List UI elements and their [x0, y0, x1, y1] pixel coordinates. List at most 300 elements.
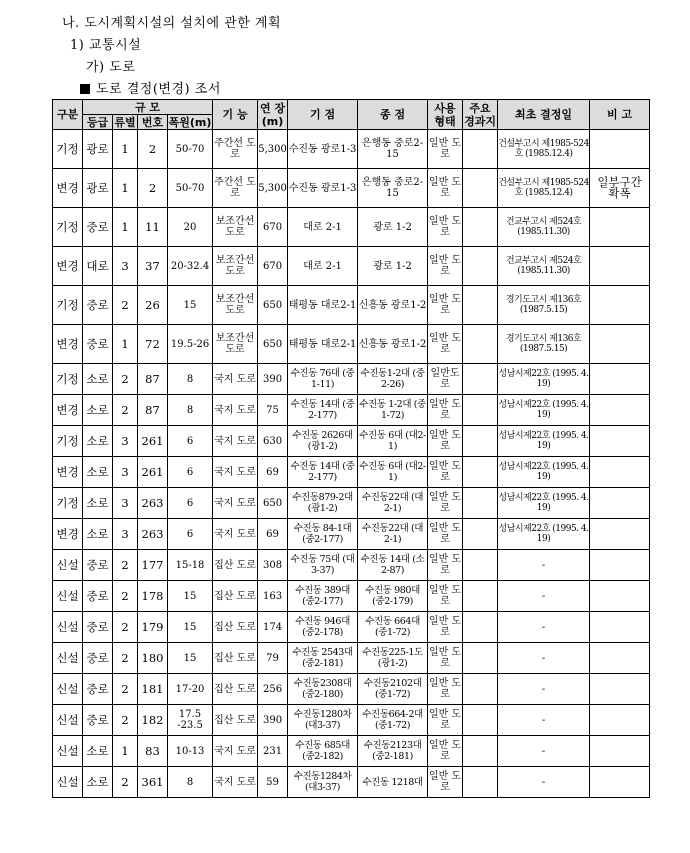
cell-decision: 성남시제22호 (1995. 4. 19)	[498, 457, 590, 488]
cell-via	[463, 736, 498, 767]
cell-end: 수진동 1-2대 (중1-72)	[358, 395, 428, 426]
cell-note	[590, 643, 650, 674]
cell-note	[590, 247, 650, 286]
header-grade: 등급	[83, 115, 113, 130]
cell-note	[590, 736, 650, 767]
cell-usage: 일반 도로	[428, 767, 463, 798]
cell-length: 69	[258, 519, 288, 550]
cell-decision: -	[498, 643, 590, 674]
cell-category: 2	[113, 767, 138, 798]
cell-category: 3	[113, 488, 138, 519]
cell-category: 1	[113, 169, 138, 208]
cell-function: 국지 도로	[213, 519, 258, 550]
cell-length: 5,300	[258, 169, 288, 208]
cell-type: 신설	[53, 736, 83, 767]
cell-decision: -	[498, 550, 590, 581]
cell-end: 수진동 14대 (소2-87)	[358, 550, 428, 581]
cell-note	[590, 457, 650, 488]
header-number: 번호	[138, 115, 168, 130]
cell-length: 390	[258, 364, 288, 395]
cell-width: 15	[168, 286, 213, 325]
cell-category: 1	[113, 130, 138, 169]
cell-usage: 일반 도로	[428, 705, 463, 736]
cell-usage: 일반도 로	[428, 364, 463, 395]
cell-number: 37	[138, 247, 168, 286]
cell-note	[590, 325, 650, 364]
cell-length: 174	[258, 612, 288, 643]
cell-type: 신설	[53, 767, 83, 798]
cell-usage: 일반 도로	[428, 130, 463, 169]
cell-width: 6	[168, 519, 213, 550]
cell-function: 보조간선 도로	[213, 247, 258, 286]
cell-type: 신설	[53, 643, 83, 674]
cell-note	[590, 767, 650, 798]
cell-grade: 대로	[83, 247, 113, 286]
cell-start: 수진동 광로1-3	[288, 169, 358, 208]
cell-grade: 소로	[83, 519, 113, 550]
cell-via	[463, 286, 498, 325]
cell-via	[463, 395, 498, 426]
cell-function: 국지 도로	[213, 395, 258, 426]
cell-length: 231	[258, 736, 288, 767]
cell-decision: 건설부고시 제1985-524호 (1985.12.4)	[498, 130, 590, 169]
cell-end: 수진동22대 (대2-1)	[358, 488, 428, 519]
table-row	[53, 208, 650, 247]
cell-width: 17-20	[168, 674, 213, 705]
table-row	[53, 130, 650, 169]
cell-number: 180	[138, 643, 168, 674]
section-heading: 나. 도시계획시설의 설치에 관한 계획	[62, 16, 282, 31]
cell-grade: 중로	[83, 674, 113, 705]
cell-decision: 성남시제22호 (1995. 4. 19)	[498, 488, 590, 519]
cell-decision: 성남시제22호 (1995. 4. 19)	[498, 426, 590, 457]
cell-end: 수진동 980대 (중2-179)	[358, 581, 428, 612]
cell-usage: 일반 도로	[428, 247, 463, 286]
table-caption-text: 도로 결정(변경) 조서	[96, 82, 221, 97]
header-start: 기 점	[288, 100, 358, 130]
cell-length: 650	[258, 286, 288, 325]
table-header-row	[53, 100, 650, 115]
cell-usage: 일반 도로	[428, 395, 463, 426]
table-row	[53, 519, 650, 550]
cell-start: 수진동 광로1-3	[288, 130, 358, 169]
cell-usage: 일반 도로	[428, 169, 463, 208]
table-row	[53, 581, 650, 612]
cell-start: 태평동 대로2-1	[288, 286, 358, 325]
cell-function: 국지 도로	[213, 426, 258, 457]
cell-usage: 일반 도로	[428, 488, 463, 519]
cell-width: 6	[168, 488, 213, 519]
cell-type: 신설	[53, 581, 83, 612]
cell-type: 변경	[53, 457, 83, 488]
cell-category: 1	[113, 208, 138, 247]
table-caption	[80, 78, 221, 97]
cell-category: 2	[113, 364, 138, 395]
cell-note	[590, 286, 650, 325]
cell-decision: 경기도고시 제136호 (1987.5.15)	[498, 325, 590, 364]
cell-end: 수진동225-1도 (광1-2)	[358, 643, 428, 674]
cell-type: 변경	[53, 395, 83, 426]
cell-start: 대로 2-1	[288, 247, 358, 286]
cell-via	[463, 767, 498, 798]
cell-decision: 성남시제22호 (1995. 4. 19)	[498, 519, 590, 550]
cell-grade: 중로	[83, 286, 113, 325]
cell-type: 기정	[53, 364, 83, 395]
cell-usage: 일반 도로	[428, 286, 463, 325]
cell-usage: 일반 도로	[428, 612, 463, 643]
header-function: 기 능	[213, 100, 258, 130]
table-row	[53, 736, 650, 767]
header-length: 연 장 (m)	[258, 100, 288, 130]
cell-via	[463, 581, 498, 612]
cell-category: 3	[113, 247, 138, 286]
cell-start: 수진동 14대 (중2-177)	[288, 395, 358, 426]
cell-category: 3	[113, 426, 138, 457]
table-row	[53, 550, 650, 581]
cell-end: 수진동2123대 (중2-181)	[358, 736, 428, 767]
cell-function: 국지 도로	[213, 736, 258, 767]
cell-number: 261	[138, 457, 168, 488]
cell-decision: 건설부고시 제1985-524호 (1985.12.4)	[498, 169, 590, 208]
header-category: 류별	[114, 115, 136, 129]
cell-usage: 일반 도로	[428, 674, 463, 705]
header-width: 폭원(m)	[168, 115, 212, 129]
cell-width: 6	[168, 457, 213, 488]
cell-width: 15	[168, 581, 213, 612]
cell-decision: 성남시제22호 (1995. 4. 19)	[498, 364, 590, 395]
cell-type: 신설	[53, 550, 83, 581]
cell-number: 361	[138, 767, 168, 798]
cell-note: 일부구간 확폭	[590, 169, 650, 208]
cell-via	[463, 426, 498, 457]
cell-category: 1	[113, 325, 138, 364]
cell-function: 집산 도로	[213, 674, 258, 705]
cell-category: 2	[113, 286, 138, 325]
cell-type: 기정	[53, 426, 83, 457]
cell-number: 26	[138, 286, 168, 325]
cell-length: 5,300	[258, 130, 288, 169]
cell-start: 수진동1280차 (대3-37)	[288, 705, 358, 736]
cell-grade: 광로	[83, 169, 113, 208]
road-decision-table	[52, 99, 650, 798]
cell-type: 신설	[53, 705, 83, 736]
cell-start: 수진동879-2대 (광1-2)	[288, 488, 358, 519]
cell-end: 수진동 6대 (대2-1)	[358, 426, 428, 457]
cell-note	[590, 550, 650, 581]
cell-number: 2	[138, 130, 168, 169]
cell-number: 87	[138, 364, 168, 395]
cell-via	[463, 550, 498, 581]
cell-function: 주간선 도로	[213, 169, 258, 208]
cell-width: 20	[168, 208, 213, 247]
cell-decision: -	[498, 581, 590, 612]
cell-end: 신흥동 광로1-2	[358, 286, 428, 325]
subsubsection-heading: 가) 도로	[86, 60, 136, 75]
cell-usage: 일반 도로	[428, 550, 463, 581]
cell-decision: -	[498, 705, 590, 736]
cell-start: 수진동 2543대 (중2-181)	[288, 643, 358, 674]
cell-note	[590, 612, 650, 643]
cell-length: 59	[258, 767, 288, 798]
header-note: 비 고	[590, 100, 650, 130]
cell-end: 신흥동 광로1-2	[358, 325, 428, 364]
cell-width: 20-32.4	[168, 247, 213, 286]
cell-function: 집산 도로	[213, 643, 258, 674]
cell-start: 태평동 대로2-1	[288, 325, 358, 364]
cell-grade: 중로	[83, 643, 113, 674]
cell-usage: 일반 도로	[428, 581, 463, 612]
cell-via	[463, 519, 498, 550]
cell-end: 수진동 664대 (중1-72)	[358, 612, 428, 643]
cell-grade: 중로	[83, 208, 113, 247]
cell-number: 11	[138, 208, 168, 247]
cell-function: 집산 도로	[213, 612, 258, 643]
cell-function: 집산 도로	[213, 705, 258, 736]
cell-note	[590, 488, 650, 519]
cell-category: 3	[113, 519, 138, 550]
cell-number: 261	[138, 426, 168, 457]
cell-function: 보조간선 도로	[213, 325, 258, 364]
table-row	[53, 612, 650, 643]
cell-via	[463, 247, 498, 286]
cell-length: 390	[258, 705, 288, 736]
cell-length: 256	[258, 674, 288, 705]
cell-width: 8	[168, 395, 213, 426]
cell-type: 변경	[53, 325, 83, 364]
cell-end: 광로 1-2	[358, 247, 428, 286]
cell-length: 670	[258, 208, 288, 247]
cell-width: 19.5-26	[168, 325, 213, 364]
header-end: 종 점	[358, 100, 428, 130]
cell-category: 1	[113, 736, 138, 767]
cell-width: 10-13	[168, 736, 213, 767]
cell-number: 72	[138, 325, 168, 364]
cell-usage: 일반 도로	[428, 643, 463, 674]
table-row	[53, 457, 650, 488]
cell-type: 변경	[53, 247, 83, 286]
cell-length: 69	[258, 457, 288, 488]
cell-grade: 중로	[83, 325, 113, 364]
header-usage: 사용 형태	[428, 100, 463, 130]
cell-start: 수진동 14대 (중2-177)	[288, 457, 358, 488]
cell-end: 수진동664-2대 (중1-72)	[358, 705, 428, 736]
cell-grade: 중로	[83, 550, 113, 581]
cell-number: 182	[138, 705, 168, 736]
cell-number: 263	[138, 488, 168, 519]
cell-width: 50-70	[168, 130, 213, 169]
cell-via	[463, 705, 498, 736]
cell-width: 15	[168, 612, 213, 643]
table-row	[53, 169, 650, 208]
cell-number: 178	[138, 581, 168, 612]
cell-type: 기정	[53, 130, 83, 169]
table-row	[53, 674, 650, 705]
cell-grade: 중로	[83, 581, 113, 612]
cell-category: 2	[113, 581, 138, 612]
table-row	[53, 643, 650, 674]
cell-length: 650	[258, 325, 288, 364]
table-row	[53, 364, 650, 395]
cell-category: 2	[113, 674, 138, 705]
cell-number: 83	[138, 736, 168, 767]
cell-grade: 소로	[83, 426, 113, 457]
cell-type: 신설	[53, 674, 83, 705]
cell-usage: 일반 도로	[428, 426, 463, 457]
cell-category: 2	[113, 643, 138, 674]
cell-function: 국지 도로	[213, 488, 258, 519]
cell-via	[463, 674, 498, 705]
cell-category: 2	[113, 705, 138, 736]
cell-function: 국지 도로	[213, 457, 258, 488]
cell-via	[463, 325, 498, 364]
cell-width: 8	[168, 767, 213, 798]
cell-type: 기정	[53, 488, 83, 519]
table-row	[53, 767, 650, 798]
table-row	[53, 488, 650, 519]
cell-decision: 경기도고시 제136호 (1987.5.15)	[498, 286, 590, 325]
cell-end: 수진동22대 (대2-1)	[358, 519, 428, 550]
cell-grade: 소로	[83, 736, 113, 767]
cell-decision: -	[498, 736, 590, 767]
cell-grade: 소로	[83, 457, 113, 488]
cell-start: 수진동 76대 (중1-11)	[288, 364, 358, 395]
cell-via	[463, 208, 498, 247]
table-row	[53, 705, 650, 736]
cell-width: 50-70	[168, 169, 213, 208]
cell-length: 650	[258, 488, 288, 519]
cell-usage: 일반 도로	[428, 208, 463, 247]
square-bullet-icon	[80, 84, 90, 94]
cell-start: 수진동 2626대 (광1-2)	[288, 426, 358, 457]
cell-usage: 일반 도로	[428, 325, 463, 364]
cell-grade: 중로	[83, 705, 113, 736]
cell-note	[590, 705, 650, 736]
cell-via	[463, 130, 498, 169]
cell-type: 변경	[53, 519, 83, 550]
cell-note	[590, 674, 650, 705]
cell-usage: 일반 도로	[428, 736, 463, 767]
cell-type: 기정	[53, 208, 83, 247]
header-type: 구분	[53, 100, 83, 130]
cell-grade: 소로	[83, 488, 113, 519]
cell-length: 630	[258, 426, 288, 457]
cell-width: 15-18	[168, 550, 213, 581]
cell-start: 대로 2-1	[288, 208, 358, 247]
header-decision: 최초 결정일	[498, 100, 590, 130]
cell-note	[590, 364, 650, 395]
cell-decision: -	[498, 612, 590, 643]
cell-length: 79	[258, 643, 288, 674]
cell-function: 국지 도로	[213, 364, 258, 395]
cell-start: 수진동1284차 (대3-37)	[288, 767, 358, 798]
cell-width: 8	[168, 364, 213, 395]
cell-via	[463, 488, 498, 519]
cell-end: 수진동 1218대	[358, 767, 428, 798]
cell-width: 6	[168, 426, 213, 457]
cell-number: 2	[138, 169, 168, 208]
cell-type: 신설	[53, 612, 83, 643]
header-via: 주요 경과지	[464, 101, 496, 128]
cell-decision: 건교부고시 제524호 (1985.11.30)	[498, 247, 590, 286]
cell-grade: 광로	[83, 130, 113, 169]
cell-category: 2	[113, 395, 138, 426]
cell-category: 2	[113, 550, 138, 581]
cell-end: 은행동 중로2-15	[358, 130, 428, 169]
cell-function: 집산 도로	[213, 581, 258, 612]
cell-via	[463, 169, 498, 208]
cell-note	[590, 395, 650, 426]
cell-via	[463, 612, 498, 643]
cell-grade: 소로	[83, 364, 113, 395]
cell-function: 보조간선 도로	[213, 208, 258, 247]
cell-length: 163	[258, 581, 288, 612]
cell-start: 수진동 84-1대 (중2-177)	[288, 519, 358, 550]
cell-function: 주간선 도로	[213, 130, 258, 169]
cell-start: 수진동 389대 (중2-177)	[288, 581, 358, 612]
cell-note	[590, 519, 650, 550]
cell-start: 수진동 946대 (중2-178)	[288, 612, 358, 643]
cell-end: 광로 1-2	[358, 208, 428, 247]
table-row	[53, 247, 650, 286]
cell-decision: 성남시제22호 (1995. 4. 19)	[498, 395, 590, 426]
cell-grade: 소로	[83, 395, 113, 426]
cell-length: 670	[258, 247, 288, 286]
table-row	[53, 325, 650, 364]
cell-end: 수진동2102대 (중1-72)	[358, 674, 428, 705]
cell-number: 263	[138, 519, 168, 550]
subsection-heading: 1) 교통시설	[70, 38, 142, 53]
cell-decision: 건교부고시 제524호 (1985.11.30)	[498, 208, 590, 247]
cell-note	[590, 426, 650, 457]
cell-usage: 일반 도로	[428, 519, 463, 550]
cell-via	[463, 364, 498, 395]
cell-number: 179	[138, 612, 168, 643]
cell-grade: 중로	[83, 612, 113, 643]
cell-category: 2	[113, 612, 138, 643]
cell-via	[463, 457, 498, 488]
cell-function: 국지 도로	[213, 767, 258, 798]
cell-decision: -	[498, 767, 590, 798]
cell-function: 보조간선 도로	[213, 286, 258, 325]
table-row	[53, 395, 650, 426]
header-scale: 규 모	[83, 100, 213, 115]
cell-type: 기정	[53, 286, 83, 325]
cell-note	[590, 208, 650, 247]
cell-end: 은행동 중로2-15	[358, 169, 428, 208]
cell-note	[590, 130, 650, 169]
cell-number: 177	[138, 550, 168, 581]
cell-via	[463, 643, 498, 674]
table-row	[53, 426, 650, 457]
cell-start: 수진동 685대 (중2-182)	[288, 736, 358, 767]
table-row	[53, 286, 650, 325]
cell-end: 수진동1-2대 (중2-26)	[358, 364, 428, 395]
cell-decision: -	[498, 674, 590, 705]
cell-number: 181	[138, 674, 168, 705]
cell-start: 수진동 75대 (대3-37)	[288, 550, 358, 581]
cell-width: 17.5 -23.5	[168, 705, 213, 736]
cell-category: 3	[113, 457, 138, 488]
cell-width: 15	[168, 643, 213, 674]
cell-grade: 소로	[83, 767, 113, 798]
cell-end: 수진동 6대 (대2-1)	[358, 457, 428, 488]
cell-length: 308	[258, 550, 288, 581]
cell-type: 변경	[53, 169, 83, 208]
cell-note	[590, 581, 650, 612]
cell-number: 87	[138, 395, 168, 426]
cell-length: 75	[258, 395, 288, 426]
cell-usage: 일반 도로	[428, 457, 463, 488]
